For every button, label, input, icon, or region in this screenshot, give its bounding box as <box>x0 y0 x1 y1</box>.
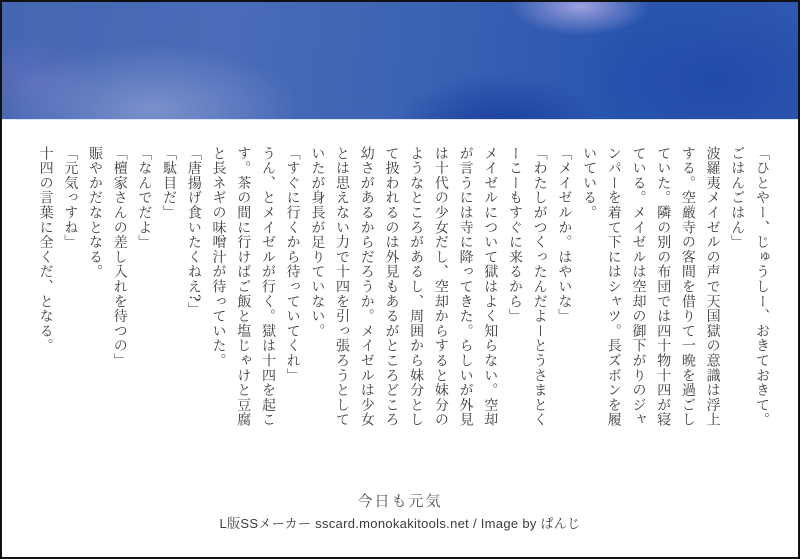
story-line: 「なんでだよ」 <box>136 146 153 250</box>
story-line: と長ネギの味噌汁が待っていた。 <box>210 146 227 368</box>
story-line: は十代の少女だし、空却からすると妹分の <box>432 146 449 428</box>
story-line: いている。 <box>581 146 598 220</box>
story-line: 賑やかだなとなる。 <box>87 146 104 280</box>
story-line: て扱われるのは外見もあるがところどころ <box>383 146 400 428</box>
story-line: 「唐揚げ食いたくねえ?」 <box>185 146 202 318</box>
story-line: 「檀家さんの差し入れを待つの」 <box>111 146 128 368</box>
credit-line: L版SSメーカー sscard.monokakitools.net / Image by ぱんじ <box>219 516 581 531</box>
story-line: ている。メイゼルは空却の御下がりのジャ <box>630 146 647 428</box>
story-line: メイゼルについて獄はよく知らない。空却 <box>482 146 499 428</box>
story-title: 今日も元気 <box>357 492 443 510</box>
story-text <box>33 146 774 436</box>
story-line: 「わたしがつくったんだよーとうさまとく <box>531 146 548 428</box>
story-line: ていた。隣の別の布団では四十物十四が寝 <box>655 146 672 428</box>
story-line: 幼さがあるからだろうか。メイゼルは少女 <box>358 146 375 428</box>
header-image <box>2 2 798 120</box>
story-line: 十四の言葉に全くだ、となる。 <box>37 146 54 354</box>
story-line: す。茶の間に行けばご飯と塩じゃけと豆腐 <box>235 146 252 428</box>
story-line: 「元気っすね」 <box>62 146 79 250</box>
story-line: いたが身長が足りていない。 <box>309 146 326 339</box>
story-line: ようなところがあるし、周囲から妹分とし <box>408 146 425 428</box>
story-line: うん、とメイゼルが行く。獄は十四を起こ <box>259 146 276 428</box>
story-line: 波羅夷メイゼルの声で天国獄の意識は浮上 <box>704 146 721 428</box>
story-line: ーこーもすぐに来るから」 <box>506 146 523 324</box>
story-line: 「駄目だ」 <box>161 146 178 220</box>
story-line: ンパーを着て下にはシャツ。長ズボンを履 <box>605 146 622 428</box>
story-line: する。空厳寺の客間を借りて一晩を過ごし <box>679 146 696 428</box>
story-line: が言うには寺に降ってきた。らしいが外見 <box>457 146 474 428</box>
story-line: ごはんごはん」 <box>729 146 746 250</box>
story-line: 「メイゼルか。はやいな」 <box>556 146 573 324</box>
story-line: とは思えない力で十四を引っ張ろうとして <box>334 146 351 428</box>
story-line: 「すぐに行くから待っていてくれ」 <box>284 146 301 383</box>
story-line: 「ひとやー、じゅうしー、おきておきて。 <box>754 146 770 428</box>
